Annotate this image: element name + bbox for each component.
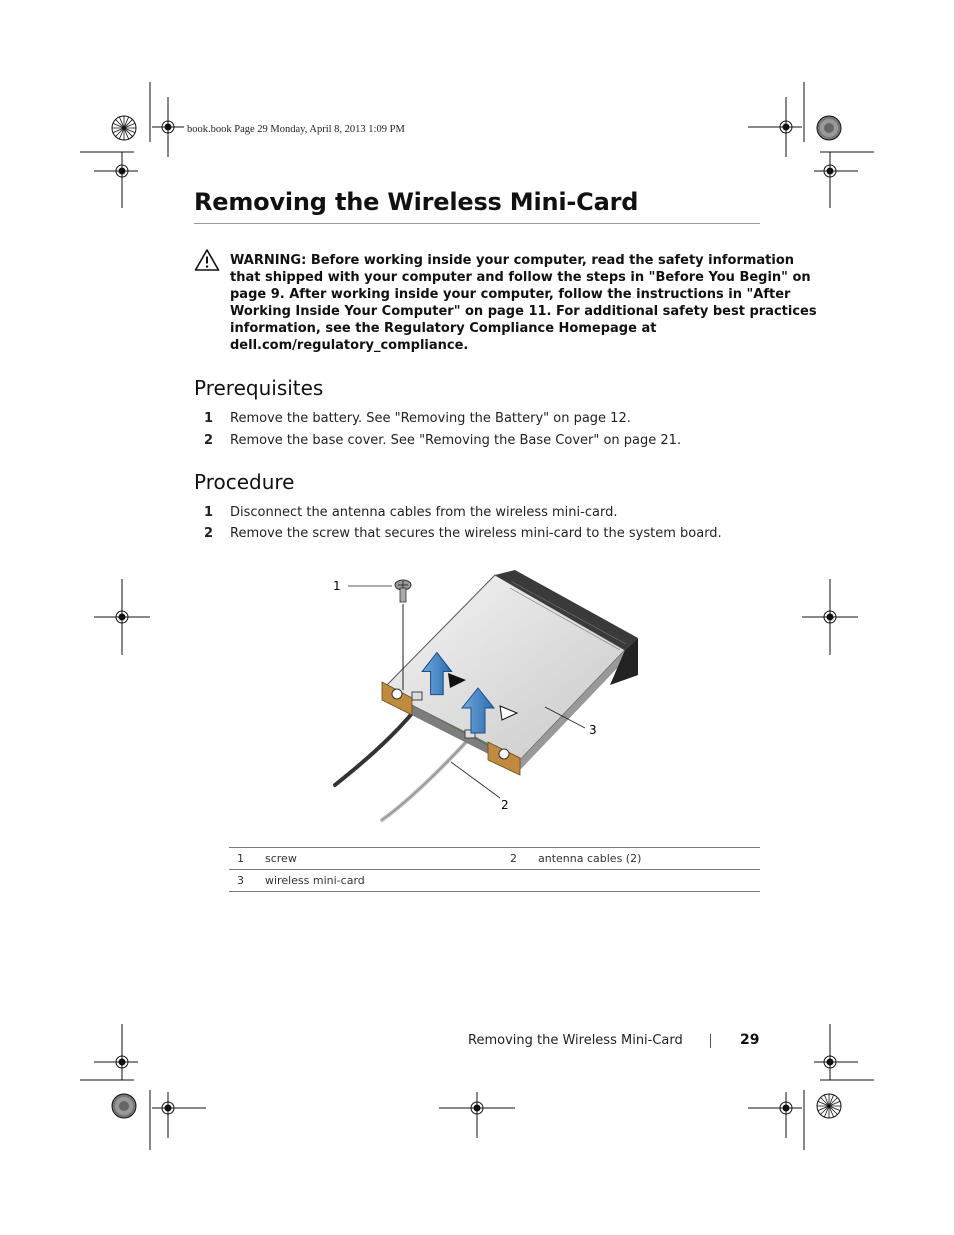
legend-row (229, 848, 760, 870)
warning-line: that shipped with your computer and follow the steps in "Before You Begin" on (230, 270, 811, 285)
procedure-step (204, 525, 722, 542)
step-text: Remove the base cover. See "Removing the Base Cover" on page 21. (230, 433, 682, 448)
step-number: 1 (204, 411, 214, 426)
warning-line: information, see the Regulatory Compliance Homepage at (230, 321, 657, 336)
procedure-step (204, 504, 617, 521)
footer-divider (710, 1034, 711, 1048)
step-number: 2 (204, 433, 214, 448)
chapter-title: Removing the Wireless Mini-Card (194, 188, 639, 216)
warning-line: Working Inside Your Computer" on page 11. For additional safety best practices (230, 304, 817, 319)
step-text: Remove the screw that secures the wireless mini-card to the system board. (230, 526, 722, 541)
warning-line: WARNING: Before working inside your computer, read the safety information (230, 253, 795, 268)
title-divider (194, 223, 760, 224)
warning-line: page 9. After working inside your computer, follow the instructions in "After (230, 287, 791, 302)
warning-line: dell.com/regulatory_compliance. (230, 338, 469, 353)
wireless-mini-card-illustration (320, 570, 650, 830)
legend-number (502, 870, 538, 892)
page-number: 29 (740, 1032, 760, 1048)
print-header: book.book Page 29 Monday, April 8, 2013 1:09 PM (187, 124, 405, 135)
legend-label (538, 870, 760, 892)
prerequisites-heading: Prerequisites (194, 376, 324, 400)
warning-triangle-icon (194, 248, 220, 272)
callout-label: 1 (333, 579, 341, 593)
step-number: 1 (204, 505, 214, 520)
callout-label: 3 (589, 723, 597, 737)
procedure-heading: Procedure (194, 470, 295, 494)
warning-notice (230, 252, 817, 354)
legend-number: 2 (510, 852, 517, 865)
step-text: Remove the battery. See "Removing the Battery" on page 12. (230, 411, 631, 426)
legend-label: wireless mini-card (265, 874, 365, 887)
legend-number: 1 (237, 852, 244, 865)
prerequisite-step (204, 432, 681, 449)
legend-number: 3 (237, 874, 244, 887)
footer-title: Removing the Wireless Mini-Card (468, 1033, 683, 1048)
legend-label: screw (265, 852, 297, 865)
legend-label: antenna cables (2) (538, 852, 642, 865)
legend-row (229, 870, 760, 892)
step-number: 2 (204, 526, 214, 541)
screw-icon (395, 580, 411, 602)
prerequisite-step (204, 410, 631, 427)
callout-label: 2 (501, 798, 509, 812)
figure-legend (229, 847, 760, 892)
step-text: Disconnect the antenna cables from the wireless mini-card. (230, 505, 618, 520)
